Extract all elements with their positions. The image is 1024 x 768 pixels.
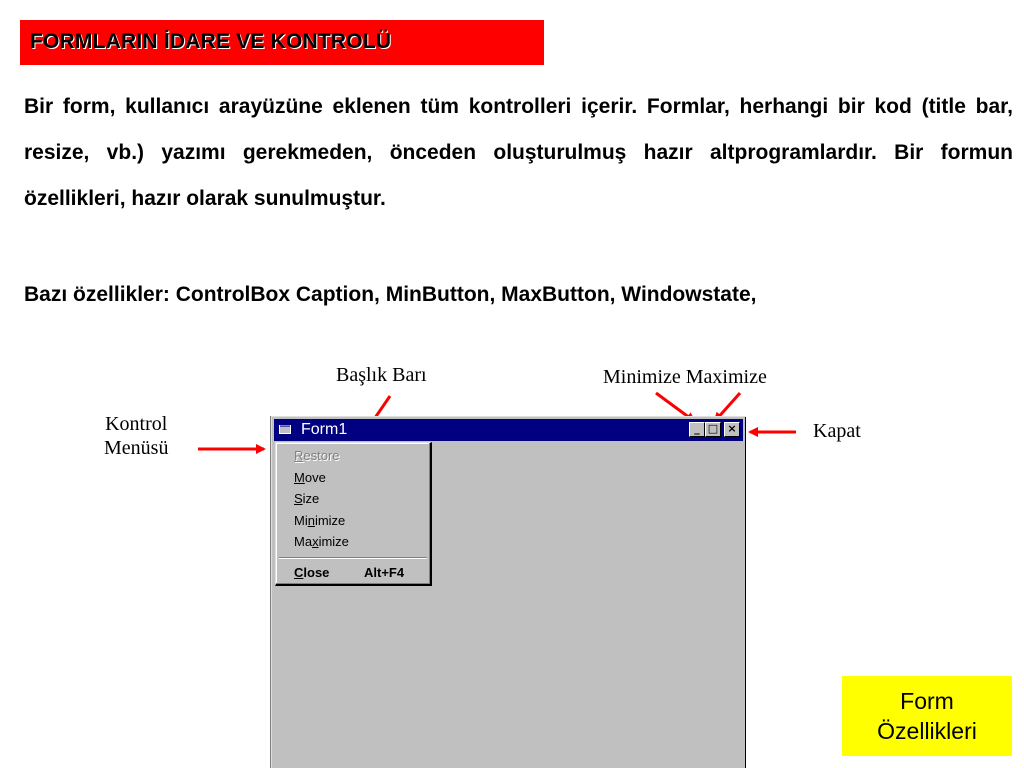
control-menu-label	[104, 412, 168, 460]
minimize-label: Minimize	[603, 366, 681, 388]
min-max-label	[603, 365, 767, 389]
mnemonic-x: x	[312, 534, 319, 549]
badge-line2: Özellikleri	[877, 718, 977, 744]
form-properties-badge	[842, 676, 1012, 756]
maximize-button[interactable]	[705, 422, 721, 437]
maximize-icon: □	[707, 422, 719, 435]
control-menu-label-line2: Menüsü	[104, 437, 169, 459]
slide-title-box	[20, 20, 544, 65]
menu-separator	[279, 557, 427, 559]
minimize-button[interactable]	[689, 422, 705, 437]
mnemonic-m: M	[294, 470, 305, 485]
close-shortcut: Alt+F4	[364, 565, 405, 580]
close-icon: ×	[727, 422, 737, 435]
form-title-bar[interactable]	[274, 419, 743, 441]
slide-title: FORMLARIN İDARE VE KONTROLÜ	[30, 30, 392, 53]
menu-item-close[interactable]: Close	[294, 565, 330, 580]
form-window[interactable]	[270, 416, 746, 768]
menu-item-restore[interactable]: Restore	[294, 448, 340, 463]
mnemonic-c: C	[294, 565, 304, 580]
form-icon[interactable]	[279, 425, 291, 434]
menu-item-minimize[interactable]: Minimize	[294, 513, 346, 528]
minimize-icon: _	[694, 422, 700, 435]
menu-item-size[interactable]: Size	[294, 491, 320, 506]
control-menu-label-line1: Kontrol	[105, 413, 168, 435]
intro-paragraph: Bir form, kullanıcı arayüzüne eklenen tüm kontrolleri içerir. Formlar, herhangi bir kod (title bar, resize, vb.) yazımı gerekmeden, önceden oluşturulmuş hazır altprogramlardır. Bir formun özellikleri, hazır olarak sunulmuştur.	[24, 95, 1013, 210]
maximize-label: Maximize	[685, 366, 767, 388]
properties-paragraph: Bazı özellikler: ControlBox Caption, MinButton, MaxButton, Windowstate,	[24, 283, 757, 306]
close-button[interactable]	[724, 422, 740, 437]
close-label: Kapat	[813, 420, 861, 442]
mnemonic-r: R	[294, 448, 304, 463]
title-bar-label: Başlık Barı	[336, 364, 427, 386]
system-menu	[275, 442, 432, 586]
form-title: Form1	[301, 421, 348, 438]
badge-line1: Form	[900, 688, 954, 714]
mnemonic-n: n	[307, 513, 315, 528]
menu-item-maximize[interactable]: Maximize	[294, 534, 349, 549]
menu-item-move[interactable]: Move	[294, 470, 326, 485]
mnemonic-s: S	[294, 491, 303, 506]
